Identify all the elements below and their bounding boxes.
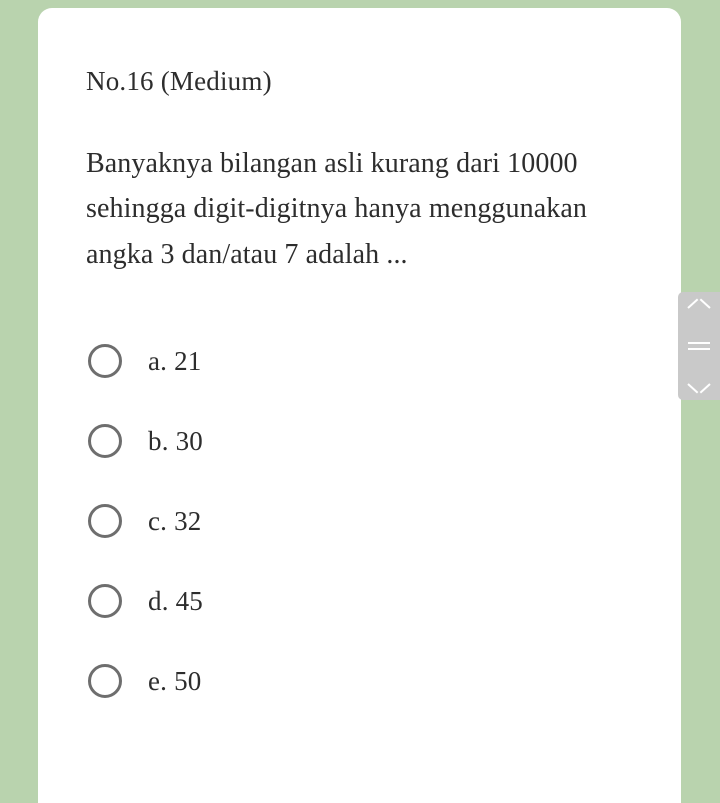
option-c[interactable]: [86, 481, 633, 561]
radio-button-icon[interactable]: [88, 424, 122, 458]
drag-handle-icon[interactable]: [688, 341, 710, 351]
radio-button-icon[interactable]: [88, 584, 122, 618]
radio-button-icon[interactable]: [88, 344, 122, 378]
option-a[interactable]: [86, 321, 633, 401]
option-label: c. 32: [148, 505, 202, 536]
options-list: [86, 321, 633, 721]
question-card: [38, 8, 681, 803]
radio-button-icon[interactable]: [88, 664, 122, 698]
option-label: e. 50: [148, 665, 202, 696]
option-b[interactable]: [86, 401, 633, 481]
question-text: Banyaknya bilangan asli kurang dari 10000 sehingga digit-digitnya hanya menggunakan angka 3 dan/atau 7 adalah ...: [86, 148, 587, 270]
question-number: No.16 (Medium): [86, 66, 272, 96]
option-label: b. 30: [148, 425, 203, 456]
option-label: a. 21: [148, 345, 202, 376]
radio-button-icon[interactable]: [88, 504, 122, 538]
question-card-content: [38, 8, 681, 721]
chevron-down-icon[interactable]: [688, 376, 710, 392]
scroll-handle[interactable]: [678, 292, 720, 400]
option-d[interactable]: [86, 561, 633, 641]
option-label: d. 45: [148, 585, 203, 616]
chevron-up-icon[interactable]: [688, 300, 710, 316]
option-e[interactable]: [86, 641, 633, 721]
